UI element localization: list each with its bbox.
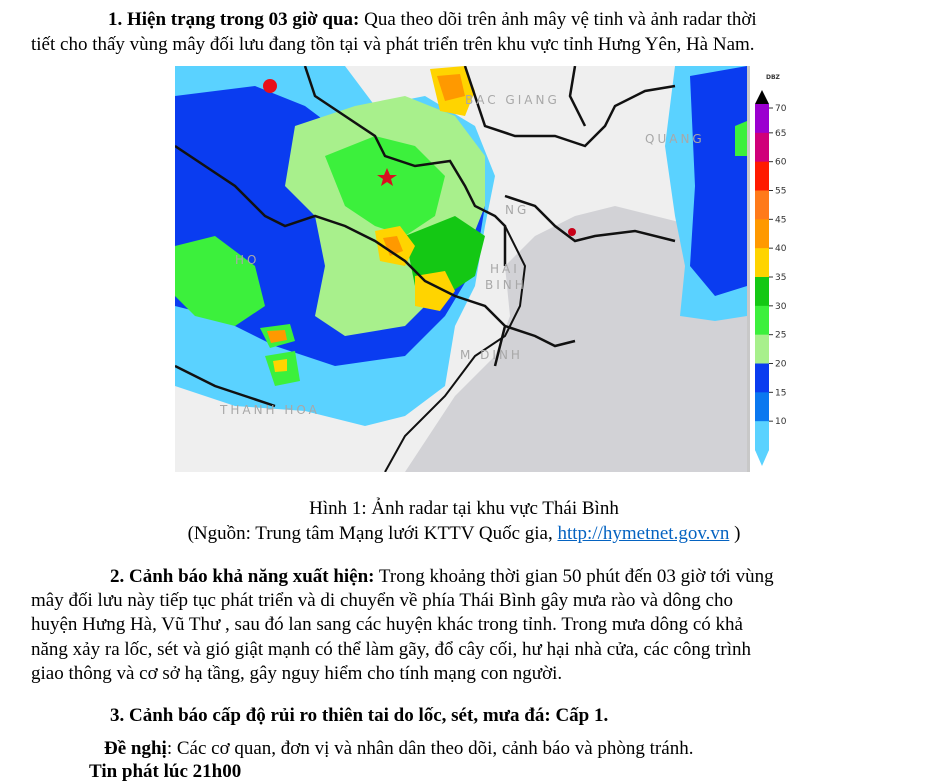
legend-tick-label: 15 <box>775 388 787 399</box>
section2-line2: mây đối lưu này tiếp tục phát triển và di chuyển về phía Thái Bình gây mưa rào và dông cho <box>31 590 733 611</box>
section1-line1 <box>108 8 757 32</box>
figure-caption: Hình 1: Ảnh radar tại khu vực Thái Bình <box>309 498 619 519</box>
recommendation <box>104 737 693 761</box>
label-bac-giang: BAC GIANG <box>465 93 560 107</box>
legend-color-band <box>755 104 769 133</box>
section2-line3: huyện Hưng Hà, Vũ Thư , sau đó lan sang các huyện khác trong tỉnh. Trong mưa dông có khả <box>31 614 743 635</box>
source-prefix: (Nguồn: Trung tâm Mạng lưới KTTV Quốc gia, <box>187 523 558 544</box>
legend-color-band <box>755 277 769 306</box>
section1-text-1: Qua theo dõi trên ảnh mây vệ tinh và ảnh radar thời <box>359 9 757 30</box>
section1-line2: tiết cho thấy vùng mây đối lưu đang tồn tại và phát triển trên khu vực tỉnh Hưng Yên, Hà Nam. <box>31 34 755 55</box>
legend-color-band <box>755 248 769 277</box>
legend-color-band <box>755 191 769 220</box>
label-quang: QUANG <box>645 132 705 146</box>
legend-tick-label: 35 <box>775 273 787 283</box>
section2-line4: năng xảy ra lốc, sét và gió giật mạnh có thể làm gãy, đổ cây cối, hư hại nhà cửa, các công trình <box>31 639 751 660</box>
legend-color-band <box>755 392 769 421</box>
legend-tick-label: 20 <box>775 359 787 370</box>
recommendation-label: Đề nghị <box>104 738 167 759</box>
label-hoa-binh: HO <box>235 253 260 267</box>
city-marker-haiphong <box>568 228 576 236</box>
legend-unit: DBZ <box>766 74 780 81</box>
label-thanh-hoa: THANH HOA <box>220 403 320 417</box>
dbz-legend <box>747 66 800 472</box>
source-link[interactable]: http://hymetnet.gov.vn <box>557 523 730 544</box>
figure-source <box>0 522 928 546</box>
legend-tick-label: 65 <box>775 128 787 139</box>
label-thai: HAI <box>490 262 520 276</box>
legend-color-band <box>755 162 769 191</box>
radar-figure <box>175 66 800 472</box>
legend-tick-label: 60 <box>775 157 787 168</box>
radar-map <box>175 66 747 472</box>
legend-tick-label: 40 <box>775 244 787 255</box>
label-binh: BINH <box>485 278 527 292</box>
issued-time: Tin phát lúc 21h00 <box>89 761 242 782</box>
section2-text-1: Trong khoảng thời gian 50 phút đến 03 giờ tới vùng <box>374 566 774 587</box>
legend-color-band <box>755 364 769 393</box>
legend-color-band <box>755 219 769 248</box>
legend-color-band <box>755 421 769 450</box>
source-suffix: ) <box>729 523 741 544</box>
section2-line5: giao thông và cơ sở hạ tầng, gây nguy hiểm cho tính mạng con người. <box>31 663 563 684</box>
label-ng: NG <box>505 203 530 217</box>
section2-heading: 2. Cảnh báo khả năng xuất hiện: <box>110 566 375 587</box>
legend-top-arrow <box>755 90 769 104</box>
city-marker-hanoi <box>263 79 277 93</box>
section1-heading: 1. Hiện trạng trong 03 giờ qua: <box>108 9 360 30</box>
legend-tick-label: 45 <box>775 215 787 226</box>
section2-line1 <box>110 565 774 589</box>
legend-tick-label: 10 <box>775 417 787 428</box>
section3-heading: 3. Cảnh báo cấp độ rủi ro thiên tai do lốc, sét, mưa đá: Cấp 1. <box>110 705 609 726</box>
legend-color-band <box>755 306 769 335</box>
legend-bottom-arrow <box>755 450 769 466</box>
label-nam-dinh: M DINH <box>460 348 523 362</box>
legend-tick-label: 25 <box>775 330 787 341</box>
recommendation-text: : Các cơ quan, đơn vị và nhân dân theo dõi, cảnh báo và phòng tránh. <box>166 738 694 759</box>
legend-color-band <box>755 335 769 364</box>
legend-tick-label: 70 <box>775 104 787 114</box>
legend-tick-label: 30 <box>775 301 787 312</box>
legend-color-band <box>755 133 769 162</box>
legend-tick-label: 55 <box>775 186 787 197</box>
